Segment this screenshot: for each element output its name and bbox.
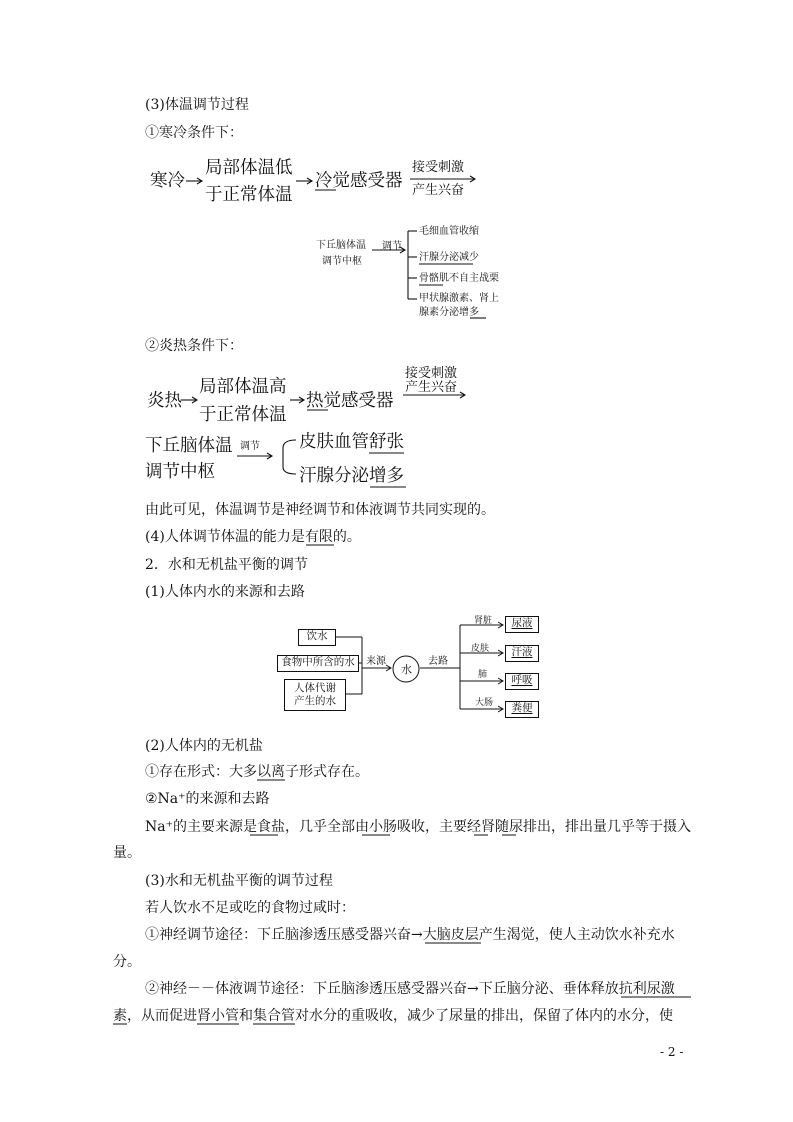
cold-effect-2: 汗腺分泌减少 — [419, 252, 479, 263]
section-2-title: 2．水和无机盐平衡的调节 — [145, 557, 308, 573]
cold-start: 寒冷 — [150, 171, 185, 191]
proc-intro: 若人饮水不足或吃的食物过咸时： — [145, 900, 355, 916]
cold-receptor: 冷觉感受器 — [315, 171, 403, 191]
hot-center-line1: 下丘脑体温 — [145, 436, 233, 456]
hot-start: 炎热 — [147, 391, 182, 411]
cold-cond-line2: 于正常体温 — [205, 185, 293, 205]
water-source-label: 来源 — [366, 656, 386, 667]
cold-arrow-top: 接受刺激 — [412, 160, 465, 175]
cold-center-line2: 调节中枢 — [322, 256, 362, 267]
water-title: (1)人体内水的来源和去路 — [145, 584, 305, 600]
salt-form-text: ①存在形式：大多以离子形式存在。 — [145, 764, 369, 780]
hot-arrow-bottom: 产生兴奋 — [405, 380, 458, 395]
salt-title: (2)人体内的无机盐 — [145, 738, 263, 754]
cold-regulate-label: 调节 — [382, 241, 402, 252]
output-urine: 尿液 — [505, 616, 539, 633]
cold-effect-4a: 甲状腺激素、肾上 — [419, 293, 499, 304]
hot-receptor: 热觉感受器 — [306, 391, 394, 411]
hot-arrow-top: 接受刺激 — [405, 366, 458, 381]
hot-center-line2: 调节中枢 — [145, 462, 215, 482]
metabolism-line2: 产生的水 — [294, 695, 336, 707]
cold-effect-3: 骨骼肌不自主战栗 — [419, 273, 499, 284]
neurohumoral-line1: ②神经－－体液调节途径：下丘脑渗透压感受器兴奋→下丘脑分泌、垂体释放抗利尿激 — [145, 981, 675, 997]
na-title: ②Na⁺的来源和去路 — [145, 791, 270, 807]
proc-title: (3)水和无机盐平衡的调节过程 — [145, 873, 333, 889]
neurohumoral-line2: 素，从而促进肾小管和集合管对水分的重吸收，减少了尿量的排出，保留了体内的水分，使 — [113, 1008, 673, 1024]
water-center: 水 — [401, 663, 412, 676]
page-number: - 2 - — [660, 1045, 684, 1059]
organ-colon: 大肠 — [475, 698, 494, 708]
organ-skin: 皮肤 — [471, 644, 490, 654]
cold-cond-line1: 局部体温低 — [205, 158, 293, 178]
cold-effect-4b: 腺素分泌增多 — [419, 307, 479, 318]
hot-condition-label: ②炎热条件下： — [145, 338, 243, 354]
neural-line1: ①神经调节途径：下丘脑渗透压感受器兴奋→大脑皮层产生渴觉，使人主动饮水补充水 — [145, 927, 675, 943]
cold-arrow-bottom: 产生兴奋 — [412, 183, 465, 198]
metabolism-line1: 人体代谢 — [294, 682, 336, 694]
cold-center-line1: 下丘脑体温 — [316, 240, 366, 251]
na-text-line2: 量。 — [113, 845, 141, 861]
water-source-drink: 饮水 — [298, 629, 336, 646]
water-route-label: 去路 — [428, 656, 448, 667]
organ-kidney: 肾脏 — [474, 616, 493, 626]
organ-lung: 肺 — [478, 670, 488, 680]
hot-cond-line2: 于正常体温 — [199, 405, 287, 425]
output-breath: 呼吸 — [505, 673, 539, 690]
cold-condition-label: ①寒冷条件下： — [145, 125, 243, 141]
output-feces: 粪便 — [505, 701, 539, 718]
water-source-food: 食物中所含的水 — [277, 655, 359, 672]
section-title-body-temp: (3)体温调节过程 — [145, 97, 249, 113]
hot-regulate-label: 调节 — [240, 441, 260, 452]
na-text-line1: Na⁺的主要来源是食盐，几乎全部由小肠吸收，主要经肾随尿排出，排出量几乎等于摄入 — [145, 819, 691, 835]
cold-effect-1: 毛细血管收缩 — [419, 226, 479, 237]
hot-effect-1: 皮肤血管舒张 — [299, 432, 404, 452]
hot-cond-line1: 局部体温高 — [199, 377, 287, 397]
hot-effect-2: 汗腺分泌增多 — [299, 466, 404, 486]
conclusion-text: 由此可见，体温调节是神经调节和体液调节共同实现的。 — [145, 502, 495, 518]
output-sweat: 汗液 — [505, 645, 539, 662]
neural-line2: 分。 — [113, 954, 141, 970]
section-4-text: (4)人体调节体温的能力是有限的。 — [145, 529, 361, 545]
